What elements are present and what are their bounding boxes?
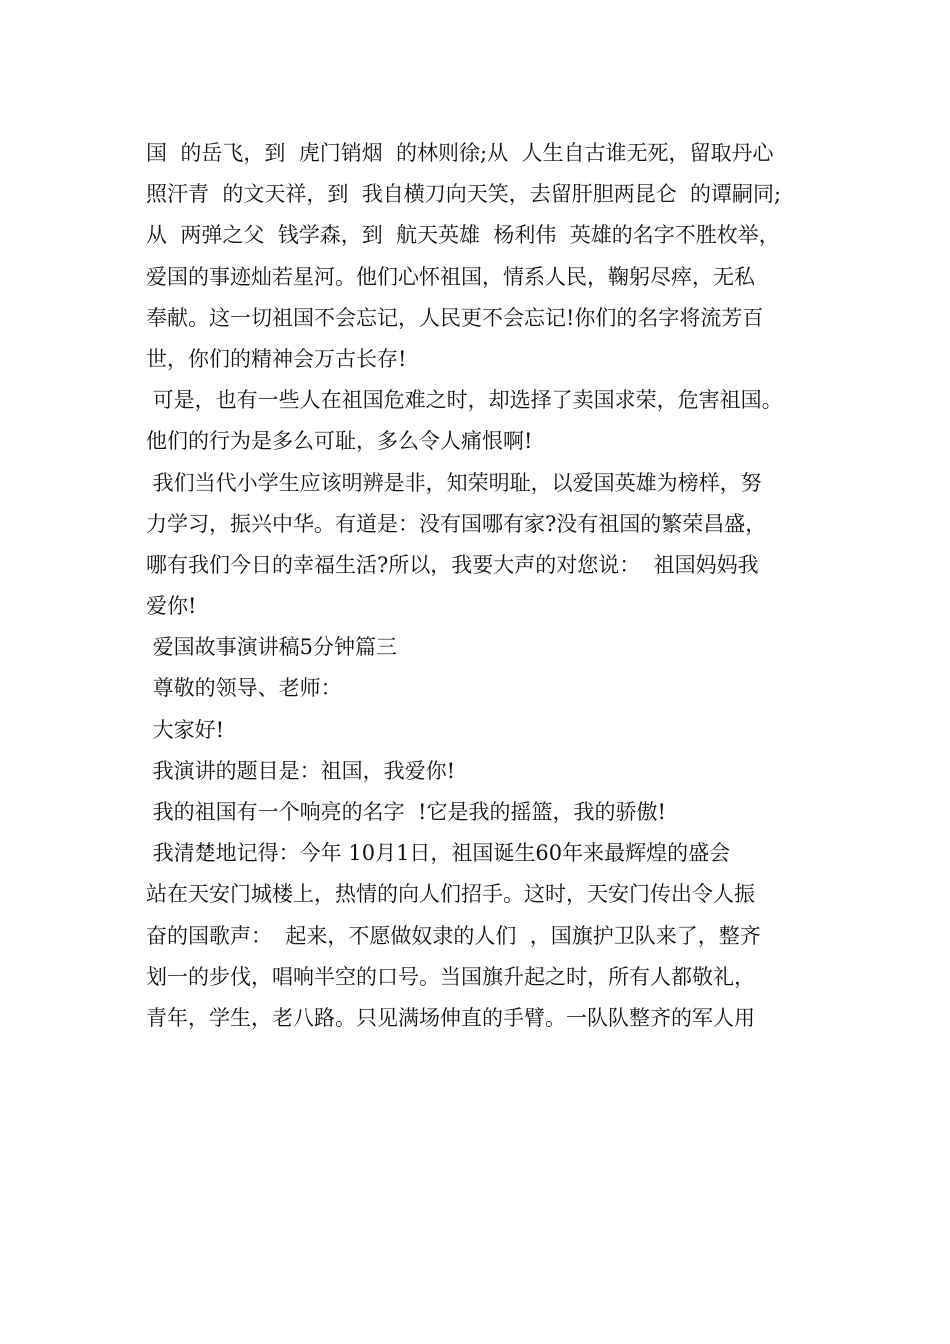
- text-line: 可是，也有一些人在祖国危难之时，却选择了卖国求荣，危害祖国。: [146, 388, 783, 413]
- text-line: 他们的行为是多么可耻，多么令人痛恨啊!: [146, 429, 533, 454]
- text-line: 划一的步伐，唱响半空的口号。当国旗升起之时，所有人都敬礼，: [146, 964, 755, 989]
- text-line: 哪有我们今日的幸福生活?所以，我要大声的对您说： 祖国妈妈我: [146, 552, 759, 577]
- text-line: 尊敬的领导、老师：: [146, 676, 342, 701]
- text-line: 爱你!: [146, 594, 197, 619]
- text-line: 我演讲的题目是：祖国，我爱你!: [146, 758, 456, 783]
- text-line: 奉献。这一切祖国不会忘记，人民更不会忘记!你们的名字将流芳百: [146, 305, 764, 330]
- text-line: 我清楚地记得：今年 10月1日，祖国诞生60年来最辉煌的盛会: [146, 841, 731, 866]
- document-body: [146, 133, 836, 1039]
- text-line: 我的祖国有一个响亮的名字 !它是我的摇篮，我的骄傲!: [146, 800, 666, 824]
- text-line: 站在天安门城楼上，热情的向人们招手。这时，天安门传出令人振: [146, 882, 755, 907]
- section-heading: 爱国故事演讲稿5分钟篇三: [146, 635, 398, 660]
- text-line: 世，你们的精神会万古长存!: [146, 346, 407, 371]
- text-line: 大家好!: [146, 717, 225, 742]
- text-line: 爱国的事迹灿若星河。他们心怀祖国，情系人民，鞠躬尽瘁，无私: [146, 264, 755, 289]
- text-line: 奋的国歌声： 起来，不愿做奴隶的人们 ，国旗护卫队来了，整齐: [146, 923, 761, 948]
- text-line: 照汗青 的文天祥，到 我自横刀向天笑，去留肝胆两昆仑 的谭嗣同;: [146, 182, 782, 207]
- text-line: 从 两弹之父 钱学森，到 航天英雄 杨利伟 英雄的名字不胜枚举，: [146, 223, 780, 248]
- text-line: 国 的岳飞，到 虎门销烟 的林则徐;从 人生自古谁无死，留取丹心: [146, 141, 774, 165]
- text-line: 力学习，振兴中华。有道是：没有国哪有家?没有祖国的繁荣昌盛，: [146, 511, 767, 536]
- text-line: 我们当代小学生应该明辨是非，知荣明耻，以爱国英雄为榜样，努: [146, 470, 762, 495]
- text-line: 青年，学生，老八路。只见满场伸直的手臂。一队队整齐的军人用: [146, 1005, 755, 1030]
